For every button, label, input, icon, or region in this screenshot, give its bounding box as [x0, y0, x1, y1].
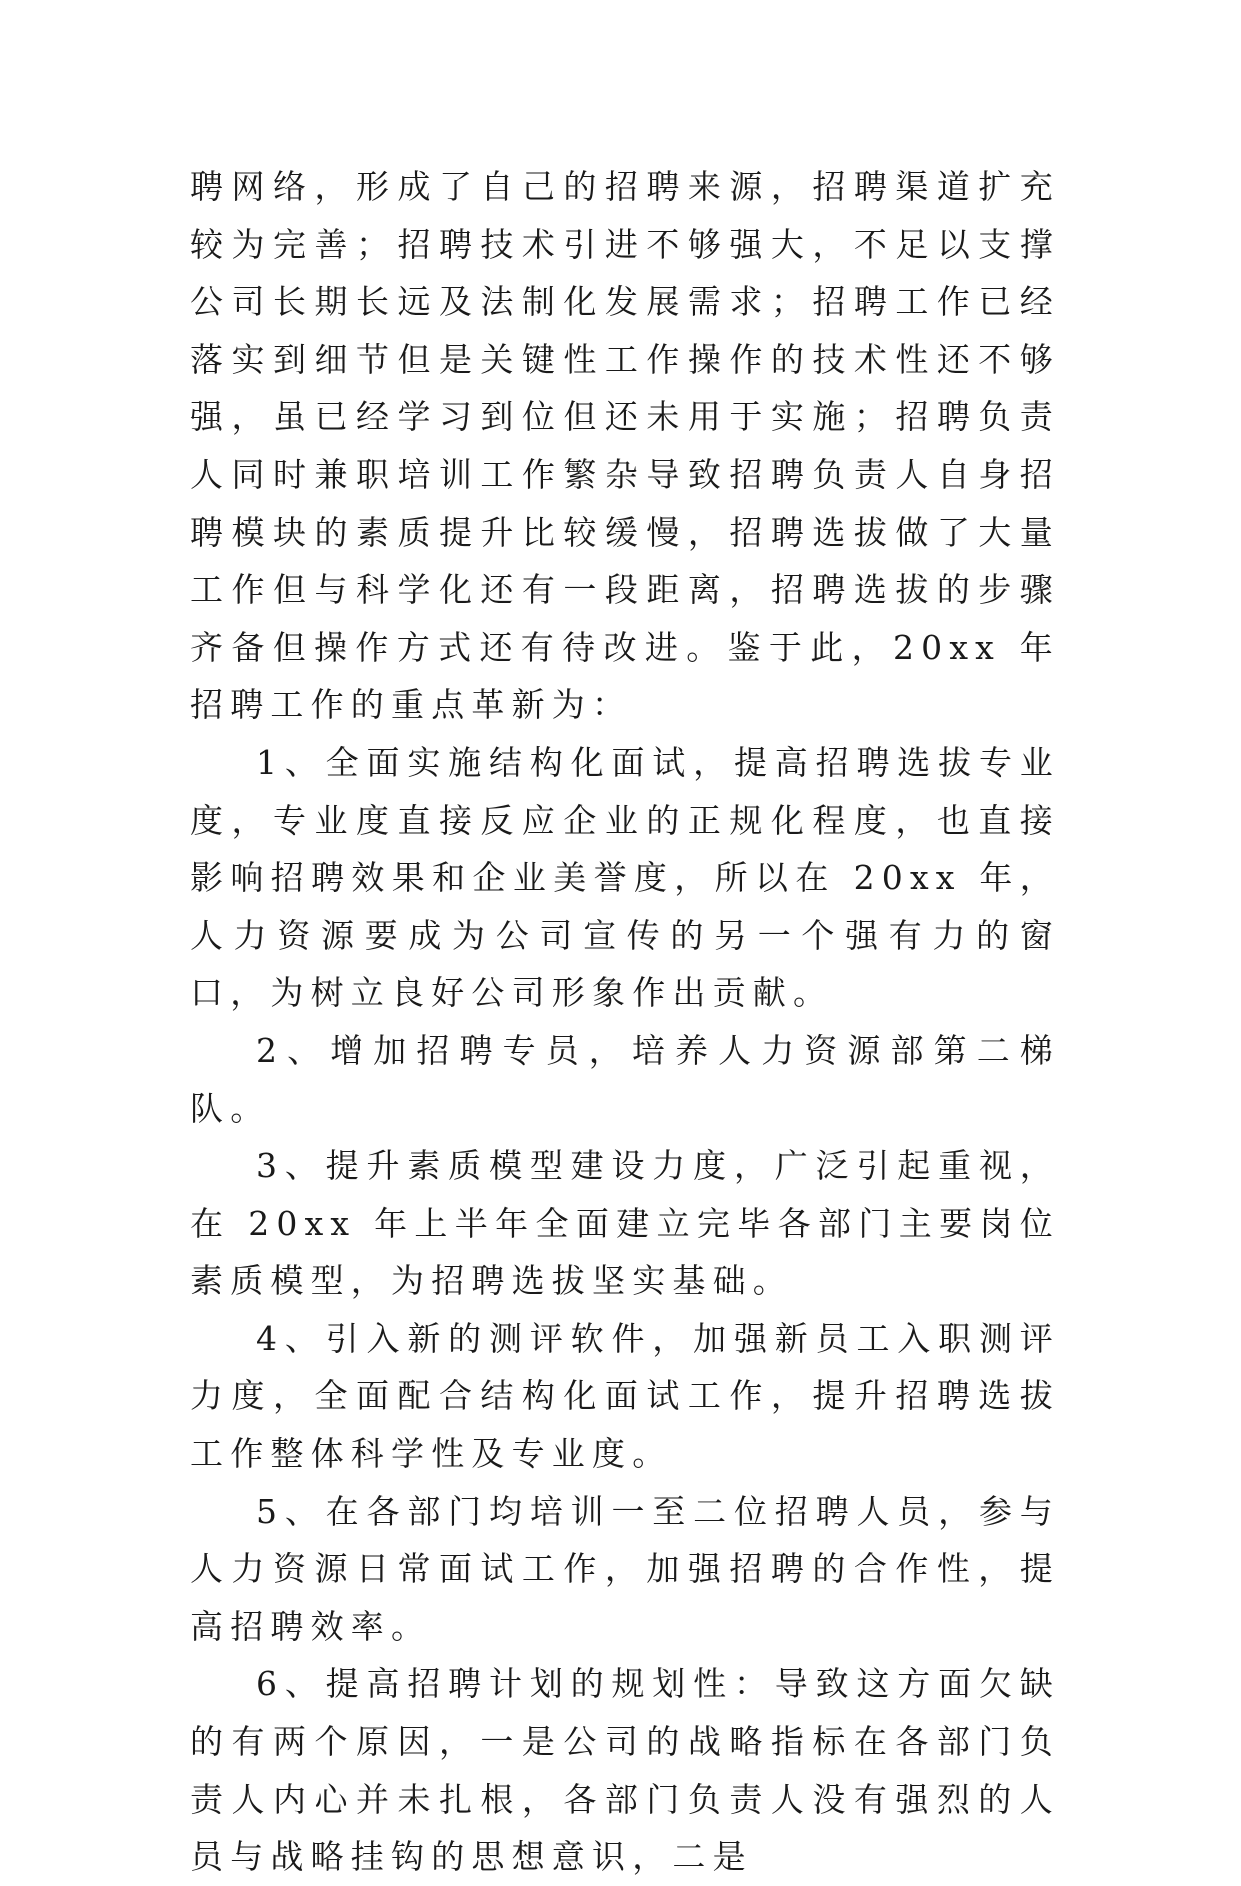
- paragraph-item-6: 6、提高招聘计划的规划性：导致这方面欠缺的有两个原因，一是公司的战略指标在各部门负责人内心并未扎根，各部门负责人没有强烈的人员与战略挂钩的思想意识，二是: [190, 1664, 1060, 1877]
- paragraph-item-5: 5、在各部门均培训一至二位招聘人员，参与人力资源日常面试工作，加强招聘的合作性，提高招聘效率。: [190, 1491, 1060, 1646]
- document-page: [190, 158, 1060, 1886]
- paragraph-item-4: 4、引入新的测评软件，加强新员工入职测评力度，全面配合结构化面试工作，提升招聘选拔工作整体科学性及专业度。: [190, 1318, 1060, 1474]
- paragraph-item-2: 2、增加招聘专员，培养人力资源部第二梯队。: [190, 1030, 1060, 1128]
- paragraph-intro: 聘网络，形成了自己的招聘来源，招聘渠道扩充较为完善；招聘技术引进不够强大，不足以支撑公司长期长远及法制化发展需求；招聘工作已经落实到细节但是关键性工作操作的技术性还不够强，虽已经学习到位但还未用于实施；招聘负责人同时兼职培训工作繁杂导致招聘负责人自身招聘模块的素质提升比较缓慢，招聘选拔做了大量工作但与科学化还有一段距离，招聘选拔的步骤齐备但操作方式还有待改进。鉴于此，20xx 年招聘工作的重点革新为：: [190, 167, 1060, 725]
- paragraph-item-1: 1、全面实施结构化面试，提高招聘选拔专业度，专业度直接反应企业的正规化程度，也直接影响招聘效果和企业美誉度，所以在 20xx 年，人力资源要成为公司宣传的另一个强有力的窗口，为树立良好公司形象作出贡献。: [190, 742, 1060, 1013]
- paragraph-item-3: 3、提升素质模型建设力度，广泛引起重视，在 20xx 年上半年全面建立完毕各部门主要岗位素质模型，为招聘选拔坚实基础。: [190, 1146, 1060, 1301]
